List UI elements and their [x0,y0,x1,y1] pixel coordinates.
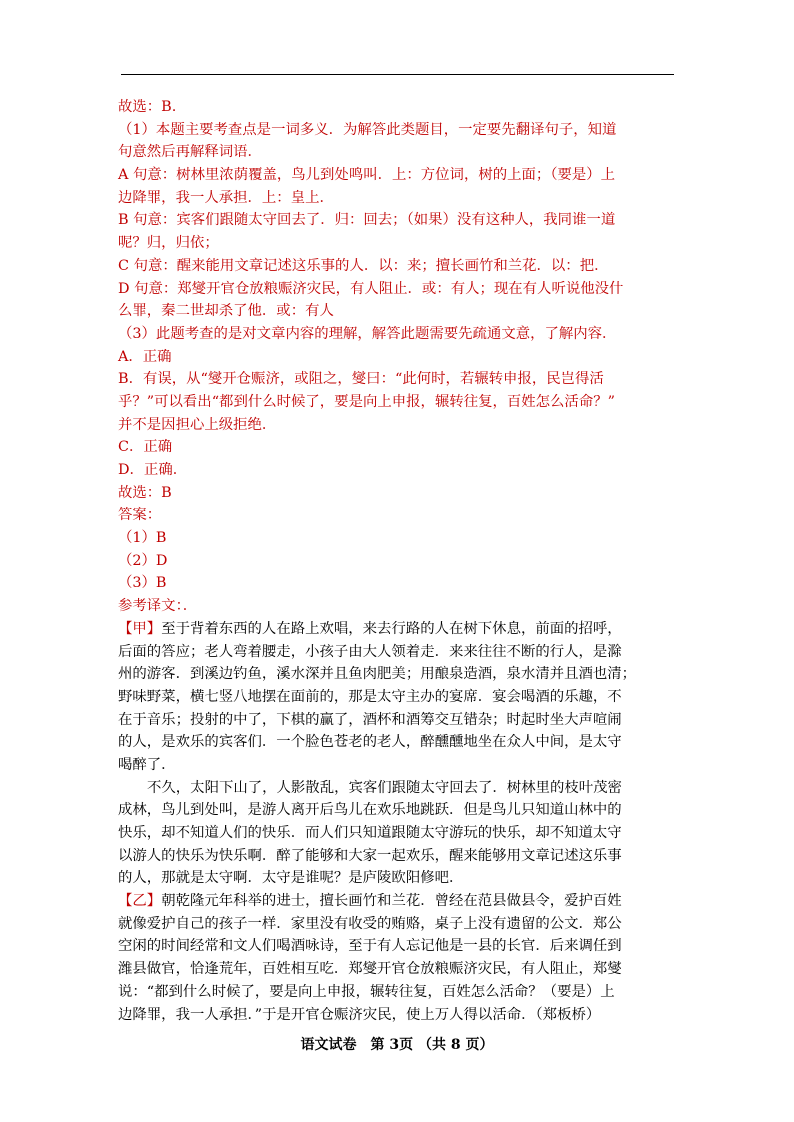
answer-line: 并不是因担心上级拒绝． [118,416,277,433]
translation-line: 说：“都到什么时候了，要是向上申报，辗转往复，百姓怎么活命？（要是）上 [118,983,615,1000]
answer-line: C．正确 [118,439,173,456]
translation-line: 不久，太阳下山了，人影散乱，宾客们跟随太守回去了．树林里的枝叶茂密 [147,779,622,796]
answer-line: 边降罪，我一人承担．上：皇上． [118,189,334,206]
answer-line: （3）此题考查的是对文章内容的理解，解答此题需要先疏通文意，了解内容． [118,325,617,342]
answer-line: （2）D [118,552,168,569]
answer-line: A．正确 [118,348,172,365]
page-footer: 语文试卷 第 3页 （共 8 页） [300,1037,494,1053]
translation-line: 就像爱护自己的孩子一样．家里没有收受的贿赂，桌子上没有遗留的公文．郑公 [118,915,622,932]
answer-line: 乎？”可以看出“都到什么时候了，要是向上申报，辗转往复，百姓怎么活命？” [118,393,615,410]
translation-line: 空闲的时间经常和文人们喝酒咏诗，至于有人忘记他是一县的长官．后来调任到 [118,938,622,955]
answer-line: B 句意：宾客们跟随太守回去了．归：回去；（如果）没有这种人，我同谁一道 [118,212,616,229]
answer-line: 么罪，秦二世却杀了他．或：有人 [118,303,334,320]
answer-line: 答案： [118,507,162,524]
translation-line: 边降罪，我一人承担．”于是开官仓赈济灾民，使上万人得以活命．（郑板桥） [118,1006,601,1023]
answer-line: 故选：B. [118,99,177,115]
answer-line: （3）B [118,575,167,592]
translation-line: 的人，那就是太守啊．太守是谁呢？是庐陵欧阳修吧． [118,870,464,887]
answer-line: A 句意：树林里浓荫覆盖，鸟儿到处鸣叫．上：方位词，树的上面；（要是）上 [118,167,616,184]
translation-line: 野味野菜，横七竖八地摆在面前的，那是太守主办的宴席．宴会喝酒的乐趣，不 [118,688,622,705]
translation-line: 快乐，却不知道人们的快乐．而人们只知道跟随太守游玩的快乐，却不知道太守 [118,825,622,841]
answer-line: B．有误，从“燮开仓赈济，或阻之，燮曰：“此何时，若辗转申报，民岂得活 [118,371,604,388]
header-rule [121,74,674,75]
answer-line: 呢？归，归依； [118,235,219,252]
translation-line: 以游人的快乐为快乐啊．醉了能够和大家一起欢乐，醒来能够用文章记述这乐事 [118,847,622,864]
translation-jia-paragraph [118,618,678,777]
answer-line: 参考译文：． [118,598,198,615]
translation-line: 潍县做官，恰逢荒年，百姓相互吃．郑燮开官仓放粮赈济灾民，有人阻止，郑燮 [118,961,622,978]
translation-line: 后面的答应；老人弯着腰走，小孩子由大人领着走．来来往往不断的行人，是滁 [118,643,622,660]
translation-line: 的人，是欢乐的宾客们．一个脸色苍老的老人，醉醺醺地坐在众人中间，是太守 [118,734,622,751]
translation-line: 喝醉了． [118,756,176,773]
translation-jia-second-paragraph [118,777,678,890]
page-content [118,96,678,1026]
translation-line: 州的游客．到溪边钓鱼，溪水深并且鱼肉肥美；用酿泉造酒，泉水清并且酒也清； [118,666,637,683]
answer-line: D 句意：郑燮开官仓放粮赈济灾民，有人阻止．或：有人；现在有人听说他没什 [118,280,624,297]
answer-line: D．正确． [118,462,188,478]
yi-tag: 【乙】 [118,893,162,910]
translation-line: 在于音乐；投射的中了，下棋的赢了，酒杯和酒筹交互错杂；时起时坐大声喧闹 [118,711,622,728]
translation-line: 【乙】朝乾隆元年科举的进士，擅长画竹和兰花．曾经在范县做县令，爱护百姓 [118,893,622,910]
translation-line: 成林，鸟儿到处叫，是游人离开后鸟儿在欢乐地跳跃．但是鸟儿只知道山林中的 [118,802,622,819]
translation-line: 【甲】至于背着东西的人在路上欢唱，来去行路的人在树下休息，前面的招呼， [118,620,622,637]
jia-tag: 【甲】 [118,620,162,637]
answer-line: 故选：B [118,484,172,501]
translation-block [118,618,678,1026]
answer-line: 句意然后再解释词语． [118,144,262,161]
answer-line: （1）B [118,530,167,547]
answer-line: C 句意：醒来能用文章记述这乐事的人．以：来；擅长画竹和兰花．以：把． [118,257,609,274]
translation-yi-paragraph [118,890,678,1026]
answer-analysis-block [118,96,678,618]
answer-line: （1）本题主要考查点是一词多义．为解答此类题目，一定要先翻译句子，知道 [118,121,617,138]
